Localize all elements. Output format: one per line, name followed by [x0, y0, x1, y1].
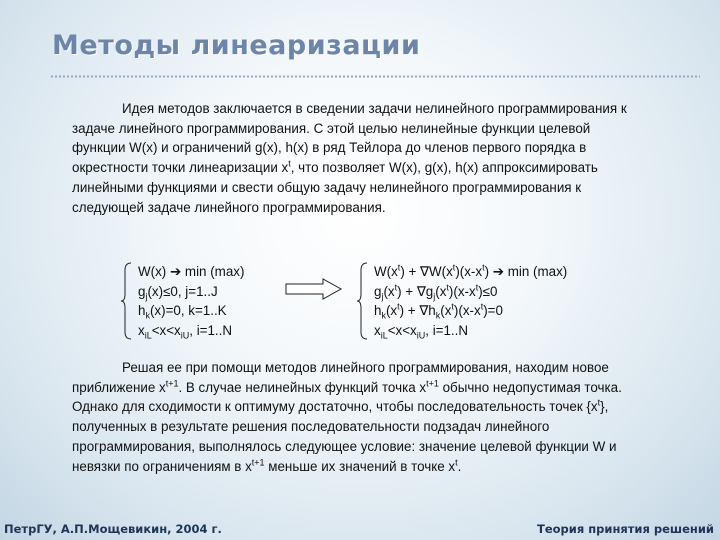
page-title: Методы линеаризации	[52, 30, 421, 61]
right-brace-icon	[356, 262, 368, 340]
title-dotted-rule	[50, 74, 700, 79]
right-arrow-icon	[285, 278, 343, 305]
footer-author: ПетрГУ, А.П.Мощевикин, 2004 г.	[4, 522, 222, 536]
left-brace-icon	[120, 262, 132, 340]
conclusion-paragraph: Решая ее при помощи методов линейного программирования, находим новое приближение $x^{t+1}$. В случае нелинейных функций точка $x^{t+1}$ обычно недопустимая точка. Однако для сходимости к оптимуму достаточно, чтобы последовательность точек $\{x^t\}$, полученных в результате решения последовательности подзадач линейного программирования, выполнялось следующее условие: значение целевой функции W и невязки по ограничениям в $x^{t+1}$ меньше их значений в точке $x^t$.	[72, 360, 622, 474]
linearized-problem-system: $W(x^t) + \nabla W(x^t)(x-x^t)$ ➔ min (max) $g_j(x^t) + \nabla g_j(x^t)(x-x^t)\le 0$ $h_k(x^t) + \nabla h_k(x^t)(x-x^t)=0$ $x_{iL}<x<x_{iU}$, i=1..N	[374, 262, 568, 341]
nonlinear-problem-system: W(x) ➔ min (max) $g_j(x)\le 0$, j=1..J $h_k(x)=0$, k=1..K $x_{iL}<x<x_{iU}$, i=1..N	[138, 264, 245, 341]
intro-paragraph: Идея методов заключается в сведении задачи нелинейного программирования к задаче линейного программирования. С этой целью нелинейные функции целевой функции W(x) и ограничений g(x), h(x) в ряд Тейлора до членов первого порядка в окрестности точки линеаризации $x^t$, что позволяет W(x), g(x), h(x) аппроксимировать линейными функциями и свести общую задачу нелинейного программирования к следующей задаче линейного программирования.	[72, 101, 627, 215]
footer-course: Теория принятия решений	[536, 522, 714, 536]
